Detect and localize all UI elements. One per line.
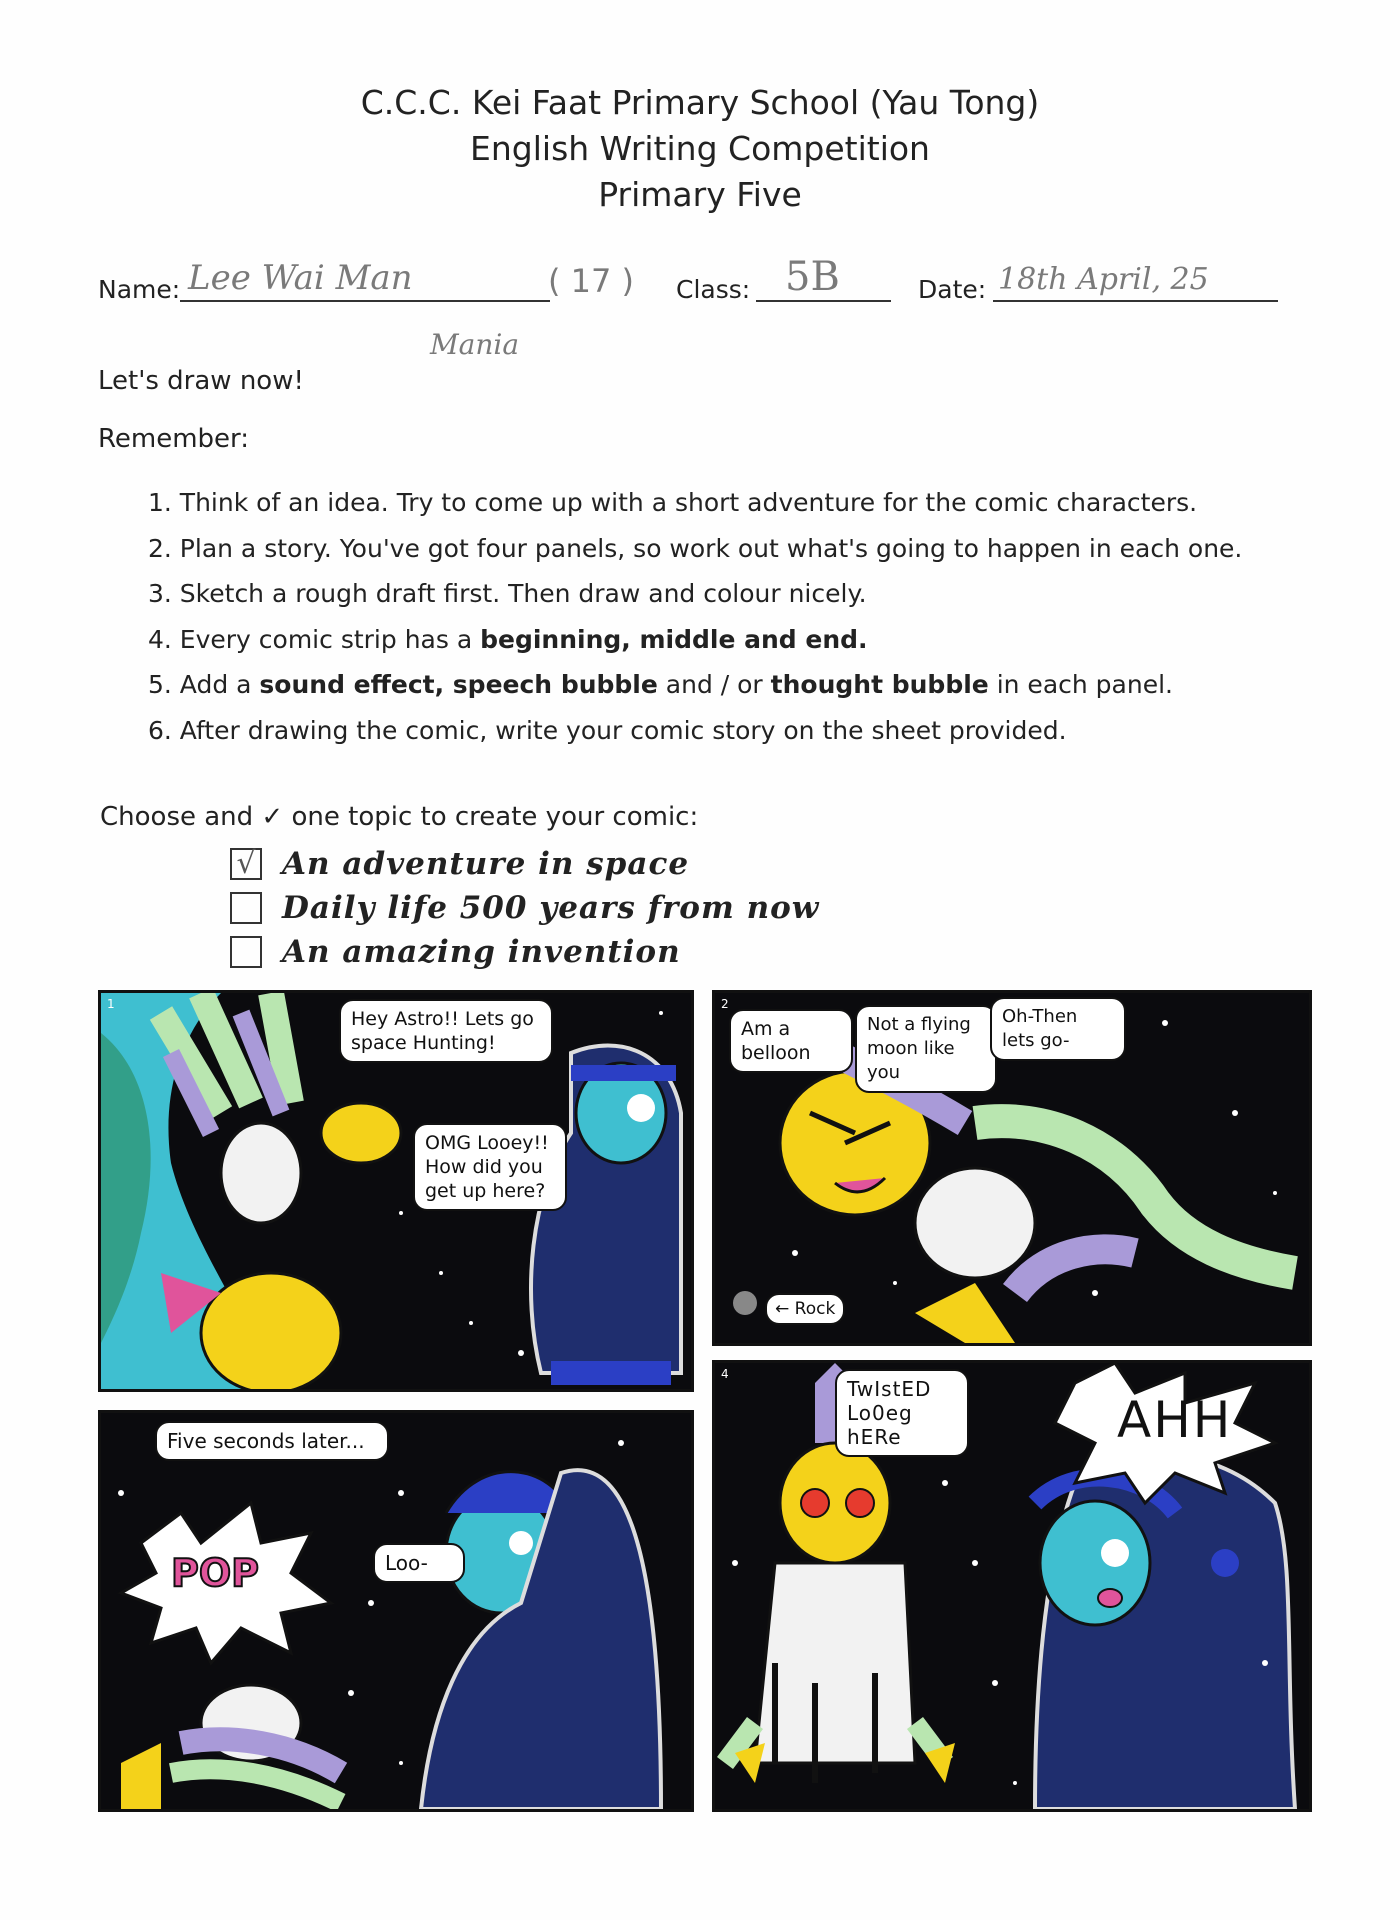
class-number: ( 17 ) xyxy=(548,262,635,300)
remember-heading: Remember: xyxy=(98,424,250,454)
header xyxy=(0,80,1400,218)
sound-effect: AHH xyxy=(1117,1391,1233,1449)
checkbox[interactable] xyxy=(230,936,262,968)
topic-label: Daily life 500 years from now xyxy=(282,890,820,926)
sound-effect: POP xyxy=(171,1551,260,1595)
class-value: 5B xyxy=(785,254,840,300)
topic-option[interactable] xyxy=(230,844,689,884)
choose-instruction: Choose and ✓ one topic to create your comic: xyxy=(100,802,699,832)
date-label: Date: xyxy=(918,275,987,304)
nickname-value: Mania xyxy=(430,328,520,361)
speech-bubble: Oh-Then lets go- xyxy=(990,997,1126,1061)
panel-number: 2 xyxy=(721,997,729,1011)
date-line xyxy=(993,300,1278,302)
topic-label: An amazing invention xyxy=(282,934,681,970)
name-line xyxy=(180,300,550,302)
caption-box: Five seconds later... xyxy=(155,1421,389,1461)
rule-item: 3. Sketch a rough draft first. Then draw and colour nicely. xyxy=(148,579,867,608)
speech-bubble: Loo- xyxy=(373,1543,465,1583)
competition-title: English Writing Competition xyxy=(470,129,930,168)
comic-panel-4 xyxy=(712,1360,1312,1812)
rule-item: 4. Every comic strip has a beginning, middle and end. xyxy=(148,624,868,654)
speech-bubble: Not a flying moon like you xyxy=(855,1005,997,1093)
speech-bubble: TwIstED Lo0eg hERe xyxy=(835,1369,969,1457)
date-value: 18th April, 25 xyxy=(998,262,1209,297)
speech-bubble: Hey Astro!! Lets go space Hunting! xyxy=(339,999,553,1063)
panel-number: 4 xyxy=(721,1367,729,1381)
class-label: Class: xyxy=(676,275,751,304)
topic-option[interactable] xyxy=(230,888,819,928)
panel-number: 1 xyxy=(107,997,115,1011)
comic-panel-2 xyxy=(712,990,1312,1346)
panel-3-drawing xyxy=(101,1413,691,1809)
rock-label: ← Rock xyxy=(765,1293,845,1325)
comic-panel-3 xyxy=(98,1410,694,1812)
name-label: Name: xyxy=(98,275,181,304)
name-value: Lee Wai Man xyxy=(188,258,413,298)
school-name: C.C.C. Kei Faat Primary School (Yau Tong) xyxy=(360,83,1040,122)
rule-item: 1. Think of an idea. Try to come up with a short adventure for the comic characters. xyxy=(148,488,1198,517)
rule-item: 6. After drawing the comic, write your comic story on the sheet provided. xyxy=(148,715,1067,745)
rule-item: 2. Plan a story. You've got four panels, so work out what's going to happen in each one. xyxy=(148,533,1243,563)
speech-bubble: OMG Looey!! How did you get up here? xyxy=(413,1123,567,1211)
checkbox[interactable] xyxy=(230,892,262,924)
speech-bubble: Am a belloon xyxy=(729,1009,853,1073)
rules-list xyxy=(148,480,1328,753)
rule-item: 5. Add a sound effect, speech bubble and / or thought bubble in each panel. xyxy=(148,670,1173,699)
comic-panel-1 xyxy=(98,990,694,1392)
grade-title: Primary Five xyxy=(598,175,802,214)
class-line xyxy=(756,300,891,302)
intro-text: Let's draw now! xyxy=(98,366,304,396)
checkbox[interactable]: √ xyxy=(230,848,262,880)
topic-label: An adventure in space xyxy=(282,846,690,882)
topic-option[interactable] xyxy=(230,932,681,972)
